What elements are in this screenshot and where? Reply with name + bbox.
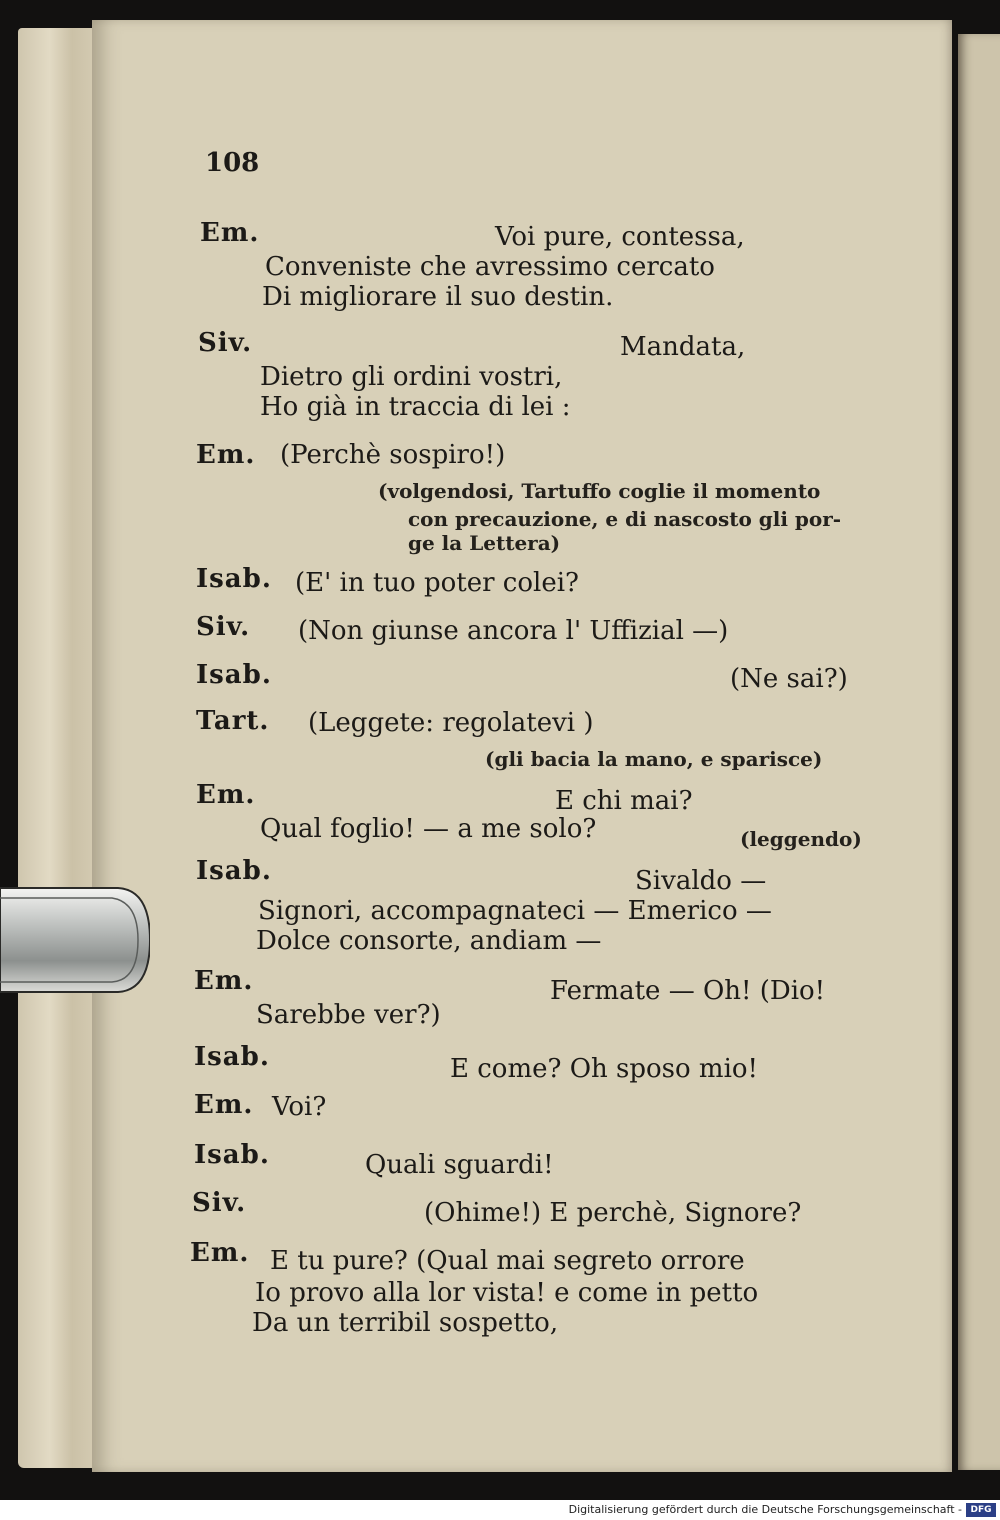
verse-line: (Ohime!) E perchè, Signore? xyxy=(424,1198,802,1228)
facing-page-edge xyxy=(958,34,1000,1470)
verse-line: Dolce consorte, andiam — xyxy=(256,926,602,956)
speaker-label: Em. xyxy=(190,1238,250,1268)
speaker-label: Tart. xyxy=(196,706,270,736)
speaker-label: Isab. xyxy=(196,660,272,690)
verse-line: Ho già in traccia di lei : xyxy=(260,392,571,422)
verse-line: Dietro gli ordini vostri, xyxy=(260,362,563,392)
speaker-label: Siv. xyxy=(196,612,251,642)
verse-line: (Ne sai?) xyxy=(730,664,848,694)
speaker-label: Siv. xyxy=(192,1188,247,1218)
page-clip xyxy=(0,880,150,998)
stage-direction: con precauzione, e di nascosto gli por- xyxy=(408,507,842,531)
verse-line: Da un terribil sospetto, xyxy=(252,1308,559,1338)
verse-line: (Leggete: regolatevi ) xyxy=(308,708,594,738)
verse-line: Voi pure, contessa, xyxy=(495,222,745,252)
verse-line: Fermate — Oh! (Dio! xyxy=(550,976,826,1006)
speaker-label: Siv. xyxy=(198,328,253,358)
speaker-label: Em. xyxy=(194,966,254,996)
verse-line: Sarebbe ver?) xyxy=(256,1000,441,1030)
verse-line: Di migliorare il suo destin. xyxy=(262,282,614,312)
verse-line: E chi mai? xyxy=(555,786,693,816)
verse-line: (E' in tuo poter colei? xyxy=(295,568,579,598)
speaker-label: Em. xyxy=(200,218,260,248)
footer-bar xyxy=(0,1500,1000,1520)
stage-direction: (volgendosi, Tartuffo coglie il momento xyxy=(378,479,821,503)
stage-direction: (gli bacia la mano, e sparisce) xyxy=(485,747,823,771)
verse-line: Qual foglio! — a me solo? xyxy=(260,814,597,844)
verse-line: Sivaldo — xyxy=(635,866,767,896)
verse-line: E come? Oh sposo mio! xyxy=(450,1054,759,1084)
speaker-label: Em. xyxy=(196,780,256,810)
stage-direction: ge la Lettera) xyxy=(408,531,561,555)
speaker-label: Isab. xyxy=(196,856,272,886)
footer-credit: Digitalisierung gefördert durch die Deutsche Forschungsgemeinschaft - xyxy=(568,1503,962,1516)
dfg-logo: DFG xyxy=(966,1503,996,1517)
speaker-label: Isab. xyxy=(194,1140,270,1170)
verse-line: (Non giunse ancora l' Uffizial —) xyxy=(298,616,729,646)
speaker-label: Em. xyxy=(196,440,256,470)
verse-line: Io provo alla lor vista! e come in petto xyxy=(255,1278,759,1308)
speaker-label: Isab. xyxy=(196,564,272,594)
verse-line: Signori, accompagnateci — Emerico — xyxy=(258,896,772,926)
verse-line: Quali sguardi! xyxy=(365,1150,554,1180)
verse-line: (Perchè sospiro!) xyxy=(280,440,506,470)
page-number: 108 xyxy=(205,148,260,178)
verse-line: Conveniste che avressimo cercato xyxy=(265,252,715,282)
verse-line: E tu pure? (Qual mai segreto orrore xyxy=(270,1246,745,1276)
verse-line: Voi? xyxy=(272,1092,327,1122)
speaker-label: Isab. xyxy=(194,1042,270,1072)
speaker-label: Em. xyxy=(194,1090,254,1120)
verse-line: Mandata, xyxy=(620,332,746,362)
stage-direction: (leggendo) xyxy=(740,827,862,851)
